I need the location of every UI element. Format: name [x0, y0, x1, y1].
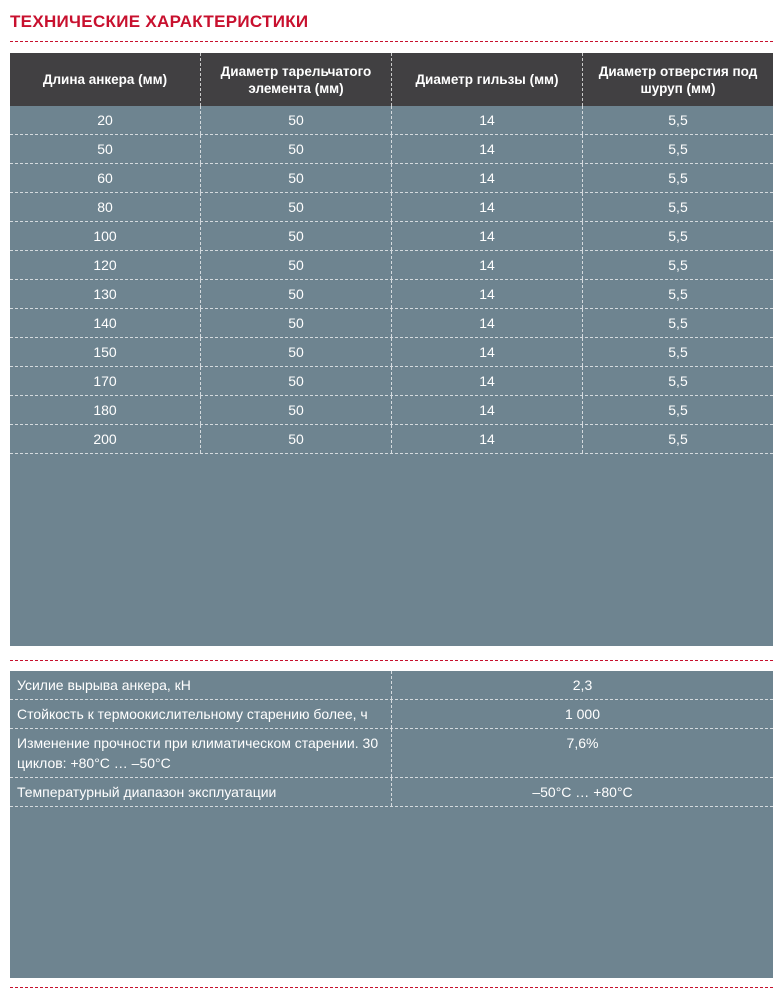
property-row	[10, 778, 773, 807]
cell-sleeve-diameter: 14	[391, 251, 582, 279]
property-row	[10, 700, 773, 729]
property-name: Температурный диапазон эксплуатации	[17, 784, 277, 800]
table-row	[10, 164, 773, 193]
specs-table-body	[10, 106, 773, 454]
cell-anchor-length: 140	[93, 315, 117, 331]
cell-anchor-length: 20	[97, 112, 113, 128]
table-row	[10, 367, 773, 396]
header-screw-hole-diameter: Диаметр отверстия под шуруп (мм)	[582, 53, 773, 106]
cell-anchor-length: 120	[93, 257, 117, 273]
cell-anchor-length: 170	[93, 373, 117, 389]
cell-screw-hole-diameter: 5,5	[582, 135, 773, 163]
cell-screw-hole-diameter: 5,5	[582, 309, 773, 337]
bottom-divider	[10, 987, 773, 988]
table-row	[10, 251, 773, 280]
cell-plate-diameter: 50	[200, 222, 391, 250]
cell-screw-hole-diameter: 5,5	[582, 396, 773, 424]
table-row	[10, 309, 773, 338]
header-anchor-length: Длина анкера (мм)	[42, 72, 168, 87]
property-row	[10, 671, 773, 700]
cell-sleeve-diameter: 14	[391, 222, 582, 250]
cell-plate-diameter: 50	[200, 193, 391, 221]
cell-anchor-length: 100	[93, 228, 117, 244]
specs-table-header	[10, 53, 773, 106]
cell-screw-hole-diameter: 5,5	[582, 106, 773, 134]
cell-plate-diameter: 50	[200, 135, 391, 163]
property-value: 7,6%	[391, 729, 773, 777]
cell-plate-diameter: 50	[200, 164, 391, 192]
cell-sleeve-diameter: 14	[391, 425, 582, 453]
cell-screw-hole-diameter: 5,5	[582, 251, 773, 279]
specs-table	[10, 53, 773, 646]
property-value: 2,3	[391, 671, 773, 699]
property-value: –50°C … +80°C	[391, 778, 773, 806]
header-sleeve-diameter: Диаметр гильзы (мм)	[391, 53, 582, 106]
cell-plate-diameter: 50	[200, 425, 391, 453]
cell-screw-hole-diameter: 5,5	[582, 367, 773, 395]
cell-sleeve-diameter: 14	[391, 106, 582, 134]
properties-table-body	[10, 671, 773, 807]
cell-anchor-length: 50	[97, 141, 113, 157]
cell-anchor-length: 150	[93, 344, 117, 360]
table-row	[10, 280, 773, 309]
cell-sleeve-diameter: 14	[391, 309, 582, 337]
cell-plate-diameter: 50	[200, 309, 391, 337]
section-divider	[10, 660, 773, 661]
cell-sleeve-diameter: 14	[391, 164, 582, 192]
cell-screw-hole-diameter: 5,5	[582, 425, 773, 453]
cell-sleeve-diameter: 14	[391, 338, 582, 366]
section-title: ТЕХНИЧЕСКИЕ ХАРАКТЕРИСТИКИ	[10, 12, 309, 31]
title-divider	[10, 41, 773, 42]
property-name: Изменение прочности при климатическом старении. 30 циклов: +80°C … –50°C	[17, 735, 379, 771]
cell-sleeve-diameter: 14	[391, 367, 582, 395]
cell-plate-diameter: 50	[200, 367, 391, 395]
table-row	[10, 425, 773, 454]
cell-plate-diameter: 50	[200, 251, 391, 279]
cell-plate-diameter: 50	[200, 396, 391, 424]
property-name: Стойкость к термоокислительному старению более, ч	[17, 706, 368, 722]
table-row	[10, 106, 773, 135]
cell-screw-hole-diameter: 5,5	[582, 164, 773, 192]
table-row	[10, 222, 773, 251]
cell-anchor-length: 200	[93, 431, 117, 447]
cell-sleeve-diameter: 14	[391, 135, 582, 163]
property-value: 1 000	[391, 700, 773, 728]
table-row	[10, 396, 773, 425]
cell-screw-hole-diameter: 5,5	[582, 222, 773, 250]
cell-sleeve-diameter: 14	[391, 396, 582, 424]
cell-plate-diameter: 50	[200, 280, 391, 308]
table-row	[10, 135, 773, 164]
header-plate-diameter: Диаметр тарельчатого элемента (мм)	[200, 53, 391, 106]
cell-screw-hole-diameter: 5,5	[582, 280, 773, 308]
cell-sleeve-diameter: 14	[391, 280, 582, 308]
table-row	[10, 193, 773, 222]
properties-table	[10, 671, 773, 978]
property-row	[10, 729, 773, 778]
cell-plate-diameter: 50	[200, 106, 391, 134]
cell-anchor-length: 60	[97, 170, 113, 186]
cell-plate-diameter: 50	[200, 338, 391, 366]
cell-screw-hole-diameter: 5,5	[582, 193, 773, 221]
cell-anchor-length: 80	[97, 199, 113, 215]
cell-screw-hole-diameter: 5,5	[582, 338, 773, 366]
table-row	[10, 338, 773, 367]
cell-anchor-length: 130	[93, 286, 117, 302]
cell-sleeve-diameter: 14	[391, 193, 582, 221]
cell-anchor-length: 180	[93, 402, 117, 418]
property-name: Усилие вырыва анкера, кН	[17, 677, 191, 693]
